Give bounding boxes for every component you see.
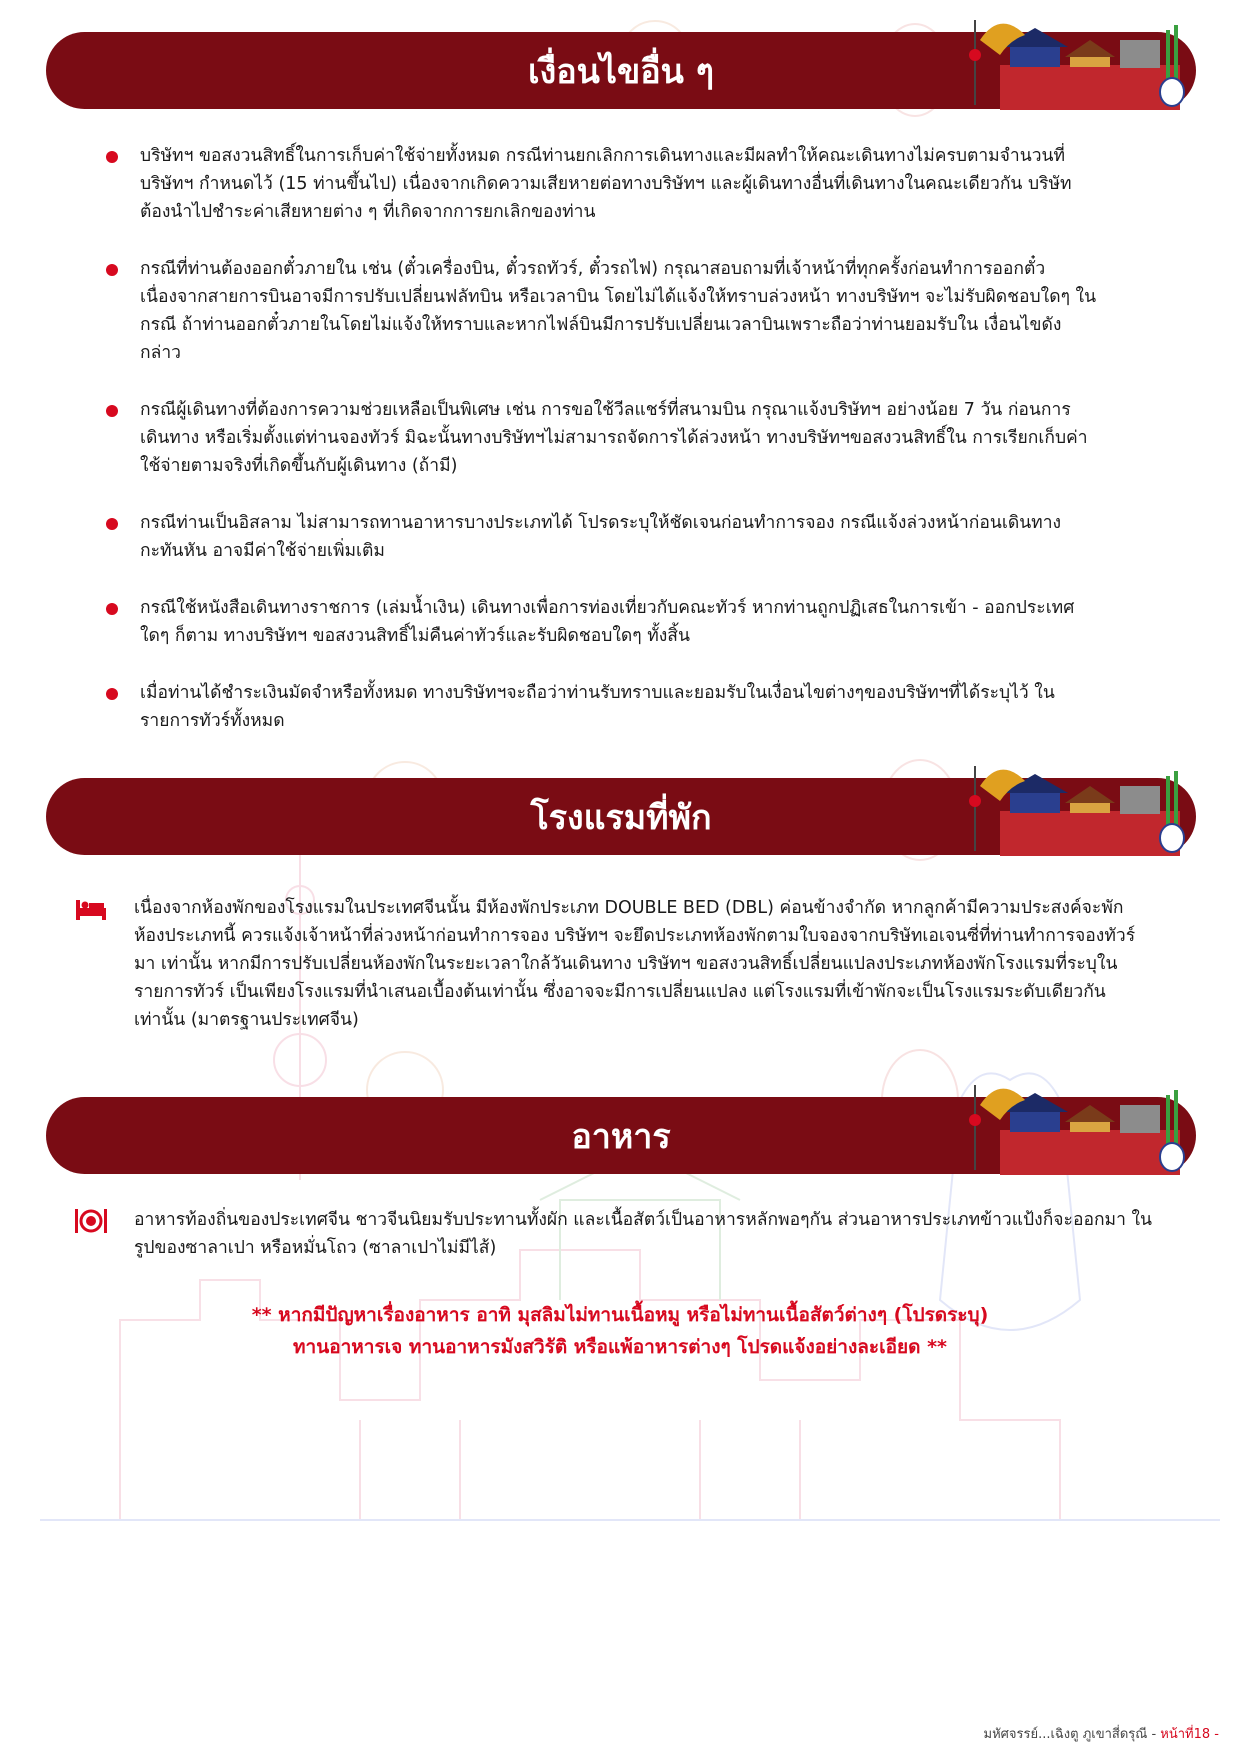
red-dot-icon	[106, 264, 118, 276]
page-footer	[984, 1723, 1220, 1744]
list-item: กรณีท่านเป็นอิสลาม ไม่สามารถทานอาหารบางประเภทได้ โปรดระบุให้ชัดเจนก่อนทำการจอง กรณีแจ้งล่วงหน้าก่อนเดินทาง กะทันหัน อาจมีค่าใช้จ่ายเพิ่มเติม	[100, 509, 1100, 565]
hotel-banner	[46, 778, 1196, 855]
food-text: อาหารท้องถิ่นของประเทศจีน ชาวจีนนิยมรับประทานทั้งผัก และเนื้อสัตว์เป็นอาหารหลักพอๆกัน ส่วนอาหารประเภทข้าวแป้งก็จะออกมา ในรูปของซาลาเปา หรือหมั่นโถว (ซาลาเปาไม่มีไส้)	[134, 1210, 1152, 1258]
plate-cutlery-icon	[74, 1206, 108, 1236]
red-dot-icon	[106, 688, 118, 700]
red-dot-icon	[106, 405, 118, 417]
footer-title: มหัศจรรย์...เฉิงตู ภูเขาสี่ดรุณี -	[983, 1727, 1161, 1742]
page-number: หน้าที่18 -	[1160, 1727, 1219, 1742]
china-landmarks-icon	[940, 10, 1190, 110]
conditions-banner	[46, 32, 1196, 109]
conditions-list	[100, 142, 1100, 735]
list-item: กรณีใช้หนังสือเดินทางราชการ (เล่มน้ำเงิน) เดินทางเพื่อการท่องเที่ยวกับคณะทัวร์ หากท่านถูกปฏิเสธในการเข้า - ออกประเทศ ใดๆ ก็ตาม ทางบริษัทฯ ขอสงวนสิทธิ์ไม่คืนค่าทัวร์และรับผิดชอบใดๆ ทั้งสิ้น	[100, 594, 1100, 650]
list-item: เมื่อท่านได้ชำระเงินมัดจำหรือทั้งหมด ทางบริษัทฯจะถือว่าท่านรับทราบและยอมรับในเงื่อนไขต่างๆของบริษัทฯที่ได้ระบุไว้ ในรายการทัวร์ทั้งหมด	[100, 679, 1100, 735]
food-banner	[46, 1097, 1196, 1174]
food-title: อาหาร	[571, 1116, 671, 1157]
red-dot-icon	[106, 518, 118, 530]
list-item: กรณีผู้เดินทางที่ต้องการความช่วยเหลือเป็นพิเศษ เช่น การขอใช้วีลแชร์ที่สนามบิน กรุณาแจ้งบริษัทฯ อย่างน้อย 7 วัน ก่อนการเดินทาง หรือเริ่มตั้งแต่ท่านจองทัวร์ มิฉะนั้นทางบริษัทฯไม่สามารถจัดการได้ล่วงหน้า ทางบริษัทฯขอสงวนสิทธิ์ใน การเรียกเก็บค่าใช้จ่ายตามจริงที่เกิดขึ้นกับผู้เดินทาง (ถ้ามี)	[100, 396, 1100, 480]
red-dot-icon	[106, 151, 118, 163]
china-landmarks-icon	[940, 1075, 1190, 1175]
red-dot-icon	[106, 603, 118, 615]
list-item: บริษัทฯ ขอสงวนสิทธิ์ในการเก็บค่าใช้จ่ายทั้งหมด กรณีท่านยกเลิกการเดินทางและมีผลทำให้คณะเดินทางไม่ครบตามจำนวนที่บริษัทฯ กำหนดไว้ (15 ท่านขึ้นไป) เนื่องจากเกิดความเสียหายต่อทางบริษัทฯ และผู้เดินทางอื่นที่เดินทางในคณะเดียวกัน บริษัทต้องนำไปชำระค่าเสียหายต่าง ๆ ที่เกิดจากการยกเลิกของท่าน	[100, 142, 1100, 226]
food-note	[130, 1299, 1110, 1363]
bed-icon	[74, 894, 108, 924]
conditions-title: เงื่อนไขอื่น ๆ	[528, 51, 714, 92]
hotel-text: เนื่องจากห้องพักของโรงแรมในประเทศจีนนั้น มีห้องพักประเภท DOUBLE BED (DBL) ค่อนข้างจำกัด หากลูกค้ามีความประสงค์จะพัก ห้องประเภทนี้ ควรแจ้งเจ้าหน้าที่ล่วงหน้าก่อนทำการจอง บริษัทฯ จะยึดประเภทห้องพักตามใบจองจากบริษัทเอเจนซี่ที่ท่านทำการจองทัวร์มา เท่านั้น หากมีการปรับเปลี่ยนห้องพักในระยะเวลาใกล้วันเดินทาง บริษัทฯ ขอสงวนสิทธิ์เปลี่ยนแปลงประเภทห้องพักโรงแรมที่ระบุในรายการทัวร์ เป็นเพียงโรงแรมที่นำเสนอเบื้องต้นเท่านั้น ซึ่งอาจจะมีการเปลี่ยนแปลง แต่โรงแรมที่เข้าพักจะเป็นโรงแรมระดับเดียวกันเท่านั้น (มาตรฐานประเทศจีน)	[134, 898, 1136, 1030]
hotel-title: โรงแรมที่พัก	[530, 797, 712, 838]
food-note-line-2: ทานอาหารเจ ทานอาหารมังสวิรัติ หรือแพ้อาหารต่างๆ โปรดแจ้งอย่างละเอียด **	[293, 1336, 947, 1358]
food-note-line-1: ** หากมีปัญหาเรื่องอาหาร อาทิ มุสลิมไม่ทานเนื้อหมู หรือไม่ทานเนื้อสัตว์ต่างๆ (โปรดระบุ)	[251, 1304, 989, 1326]
china-landmarks-icon	[940, 756, 1190, 856]
list-item: กรณีที่ท่านต้องออกตั๋วภายใน เช่น (ตั๋วเครื่องบิน, ตั๋วรถทัวร์, ตั๋วรถไฟ) กรุณาสอบถามที่เจ้าหน้าที่ทุกครั้งก่อนทำการออกตั๋ว เนื่องจากสายการบินอาจมีการปรับเปลี่ยนฟลัทบิน หรือเวลาบิน โดยไม่ได้แจ้งให้ทราบล่วงหน้า ทางบริษัทฯ จะไม่รับผิดชอบใดๆ ในกรณี ถ้าท่านออกตั๋วภายในโดยไม่แจ้งให้ทราบและหากไฟล์บินมีการปรับเปลี่ยนเวลาบินเพราะถือว่าท่านยอมรับใน เงื่อนไขดังกล่าว	[100, 255, 1100, 367]
